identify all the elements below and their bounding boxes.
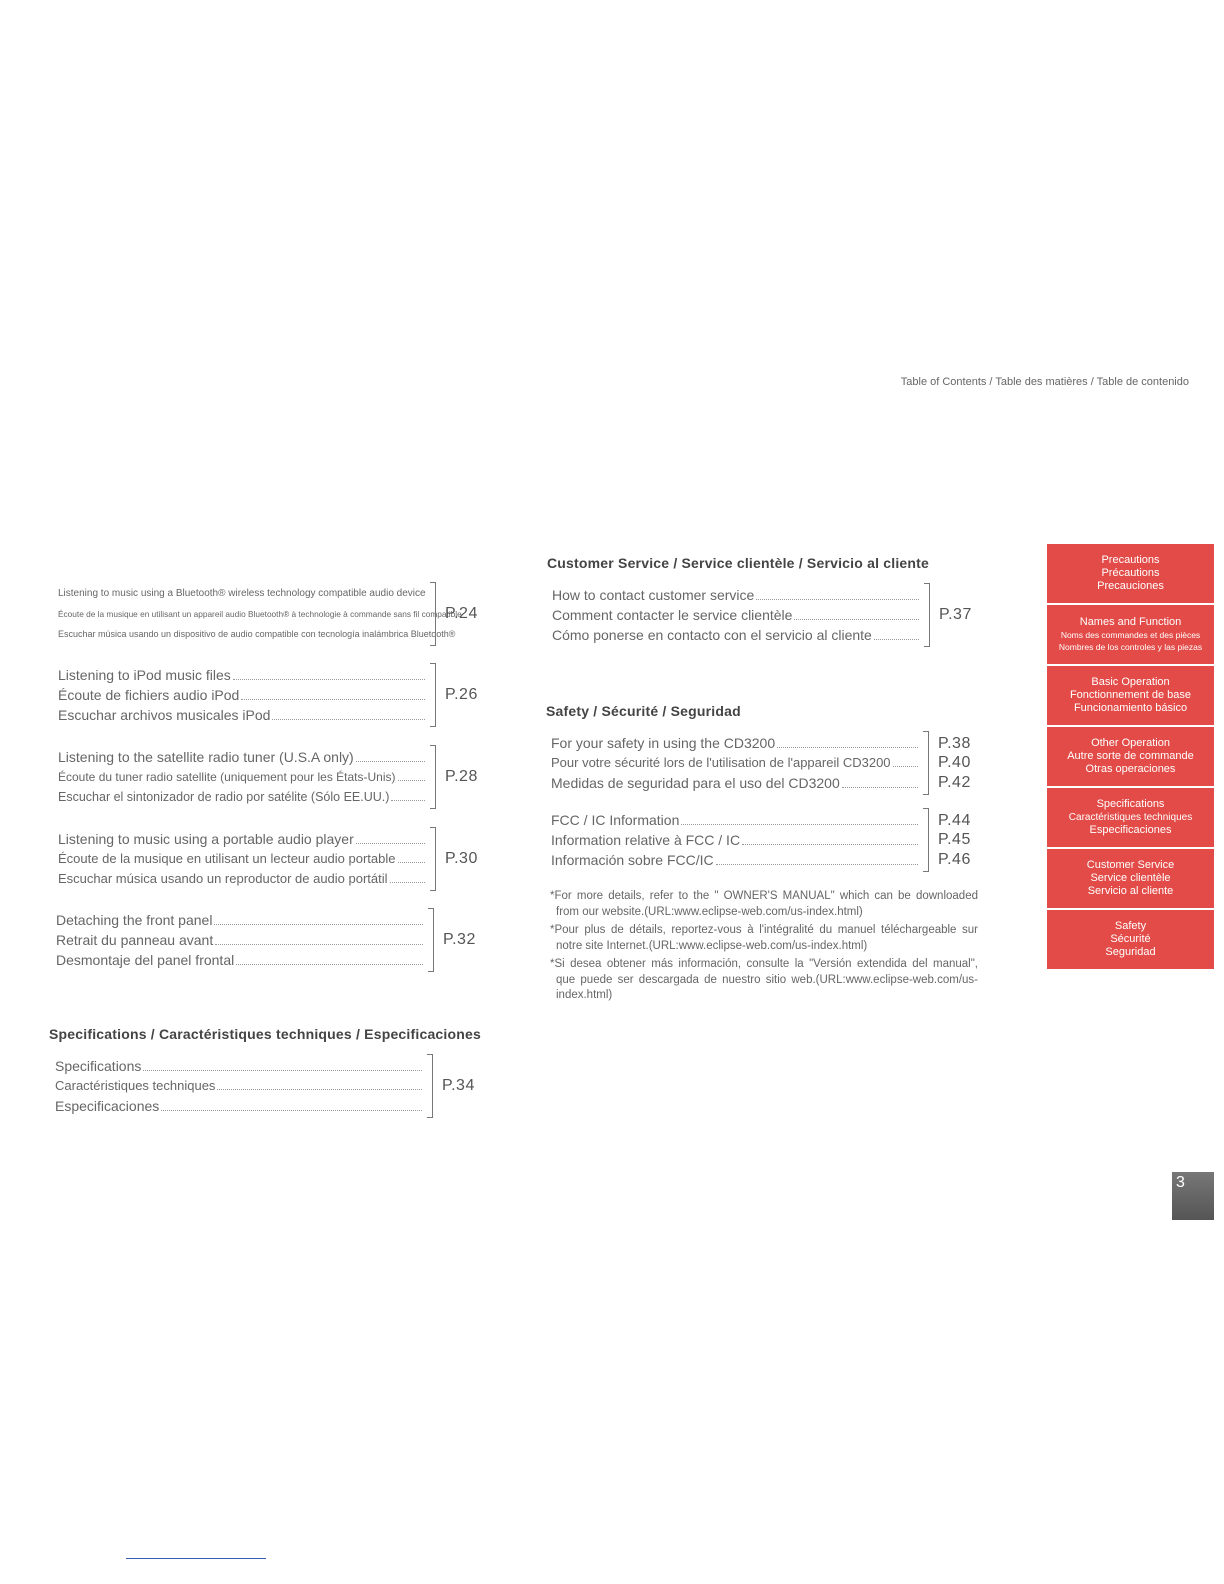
- footnotes: [550, 889, 978, 1007]
- toc-entry-satellite[interactable]: [58, 747, 478, 807]
- toc-line: Escuchar archivos musicales iPod: [58, 705, 426, 725]
- toc-line: For your safety in using the CD3200: [551, 733, 919, 753]
- tab-label: Servicio al cliente: [1087, 885, 1174, 897]
- bracket: [430, 582, 436, 646]
- tab-label: Other Operation: [1091, 737, 1170, 749]
- page-reference[interactable]: P.32: [443, 931, 476, 949]
- bracket: [923, 808, 929, 872]
- tab-label: Autre sorte de commande: [1067, 750, 1194, 762]
- tab-label: Funcionamiento básico: [1073, 702, 1188, 714]
- footer-line: [126, 1558, 266, 1559]
- toc-entry-ipod[interactable]: [58, 665, 478, 725]
- page-reference[interactable]: P.28: [445, 768, 478, 786]
- footnote-spanish: *Si desea obtener más información, consulte la "Versión extendida del manual", que puede ser descargada de nuestro sitio web.(URL:www.eclipse-web.com/us-index.html): [550, 958, 978, 1001]
- toc-entry-customer-service[interactable]: [552, 585, 972, 645]
- section-title-customer-service: Customer Service / Service clientèle / Servicio al cliente: [547, 555, 930, 571]
- page-reference[interactable]: P.24: [445, 605, 478, 623]
- tab-specifications[interactable]: [1047, 788, 1214, 847]
- tab-label: Names and Function: [1079, 616, 1182, 628]
- tab-basic-operation[interactable]: [1047, 666, 1214, 725]
- toc-entry-specifications[interactable]: [55, 1056, 475, 1116]
- tab-label: Basic Operation: [1091, 676, 1170, 688]
- page-reference[interactable]: P.45: [938, 831, 971, 849]
- toc-line: Escuchar el sintonizador de radio por satélite (Sólo EE.UU.): [58, 787, 426, 807]
- toc-line: Retrait du panneau avant: [56, 930, 424, 950]
- tab-label: Safety: [1114, 920, 1147, 932]
- bracket: [430, 827, 436, 891]
- bracket: [427, 1054, 433, 1118]
- toc-line: Caractéristiques techniques: [55, 1076, 423, 1096]
- toc-line: Listening to the satellite radio tuner (U.S.A only): [58, 747, 426, 767]
- toc-line: Desmontaje del panel frontal: [56, 950, 424, 970]
- toc-line: Écoute de la musique en utilisant un appareil audio Bluetooth® à technologie à commande sans fil compatible: [58, 609, 462, 619]
- page-reference[interactable]: P.34: [442, 1077, 475, 1095]
- tab-label: Precauciones: [1097, 580, 1164, 592]
- tab-label: Nombres de los controles y las piezas: [1058, 642, 1203, 652]
- toc-line: How to contact customer service: [552, 585, 920, 605]
- tab-label: Caractéristiques techniques: [1068, 812, 1193, 823]
- tab-label: Customer Service: [1086, 859, 1175, 871]
- page-reference[interactable]: P.30: [445, 850, 478, 868]
- toc-line: Écoute de fichiers audio iPod: [58, 685, 426, 705]
- tab-label: Otras operaciones: [1085, 763, 1176, 775]
- page-reference[interactable]: P.38: [938, 734, 971, 752]
- page-header-breadcrumb: Table of Contents / Table des matières / Table de contenido: [900, 376, 1189, 388]
- tab-label: Seguridad: [1105, 946, 1156, 958]
- tab-label: Fonctionnement de base: [1069, 689, 1192, 701]
- tab-label: Sécurité: [1110, 933, 1151, 945]
- tab-safety[interactable]: [1047, 910, 1214, 969]
- toc-line: Information relative à FCC / IC: [551, 830, 919, 850]
- toc-entry-safety[interactable]: [551, 733, 971, 793]
- page-reference[interactable]: P.26: [445, 686, 478, 704]
- toc-line: Cómo ponerse en contacto con el servicio al cliente: [552, 625, 920, 645]
- tab-label: Précautions: [1101, 567, 1160, 579]
- toc-entry-front-panel[interactable]: [56, 910, 476, 970]
- page-reference[interactable]: P.40: [938, 754, 971, 772]
- bracket: [923, 731, 929, 795]
- section-title-specifications: Specifications / Caractéristiques techniques / Especificaciones: [49, 1026, 481, 1042]
- toc-line: Listening to music using a Bluetooth® wireless technology compatible audio device: [58, 588, 426, 599]
- toc-line: Medidas de seguridad para el uso del CD3200: [551, 773, 919, 793]
- tab-label: Especificaciones: [1089, 824, 1172, 836]
- toc-line: Specifications: [55, 1056, 423, 1076]
- toc-line: Escuchar música usando un reproductor de audio portátil: [58, 869, 426, 889]
- toc-line: Escuchar música usando un dispositivo de audio compatible con tecnología inalámbrica Bluetooth®: [58, 629, 456, 639]
- toc-line: Comment contacter le service clientèle: [552, 605, 920, 625]
- toc-line: Información sobre FCC/IC: [551, 850, 919, 870]
- tab-label: Noms des commandes et des pièces: [1060, 630, 1201, 640]
- page-reference[interactable]: P.42: [938, 773, 971, 791]
- footnote-french: *Pour plus de détails, reportez-vous à l'intégralité du manuel téléchargeable sur notre site Internet.(URL:www.eclipse-web.com/us-index.html): [550, 924, 978, 952]
- footnote-english: *For more details, refer to the " OWNER'S MANUAL" which can be downloaded from our website.(URL:www.eclipse-web.com/us-index.html): [550, 890, 978, 918]
- page-number-tab: 3: [1172, 1172, 1214, 1220]
- tab-label: Precautions: [1101, 554, 1160, 566]
- page-reference[interactable]: P.46: [938, 850, 971, 868]
- toc-entry-fcc[interactable]: [551, 810, 971, 870]
- section-title-safety: Safety / Sécurité / Seguridad: [546, 703, 741, 719]
- bracket: [924, 583, 930, 647]
- toc-line: Detaching the front panel: [56, 910, 424, 930]
- toc-line: Listening to music using a portable audio player: [58, 829, 426, 849]
- page-reference[interactable]: P.37: [939, 606, 972, 624]
- tab-precautions[interactable]: [1047, 544, 1214, 603]
- toc-line: Listening to iPod music files: [58, 665, 426, 685]
- toc-entry-bluetooth[interactable]: [58, 584, 478, 644]
- toc-line: Écoute de la musique en utilisant un lecteur audio portable: [58, 849, 426, 869]
- bracket: [428, 908, 434, 972]
- toc-line: Pour votre sécurité lors de l'utilisation de l'appareil CD3200: [551, 753, 919, 773]
- section-tabs: [1047, 544, 1214, 971]
- tab-label: Service clientèle: [1090, 872, 1171, 884]
- bracket: [430, 745, 436, 809]
- toc-line: Écoute du tuner radio satellite (uniquement pour les États-Unis): [58, 767, 426, 787]
- toc-line: Especificaciones: [55, 1096, 423, 1116]
- tab-names-and-function[interactable]: [1047, 605, 1214, 664]
- toc-entry-portable-audio[interactable]: [58, 829, 478, 889]
- tab-label: Specifications: [1096, 798, 1165, 810]
- page-reference[interactable]: P.44: [938, 811, 971, 829]
- bracket: [430, 663, 436, 727]
- tab-other-operation[interactable]: [1047, 727, 1214, 786]
- toc-line: FCC / IC Information: [551, 810, 919, 830]
- tab-customer-service[interactable]: [1047, 849, 1214, 908]
